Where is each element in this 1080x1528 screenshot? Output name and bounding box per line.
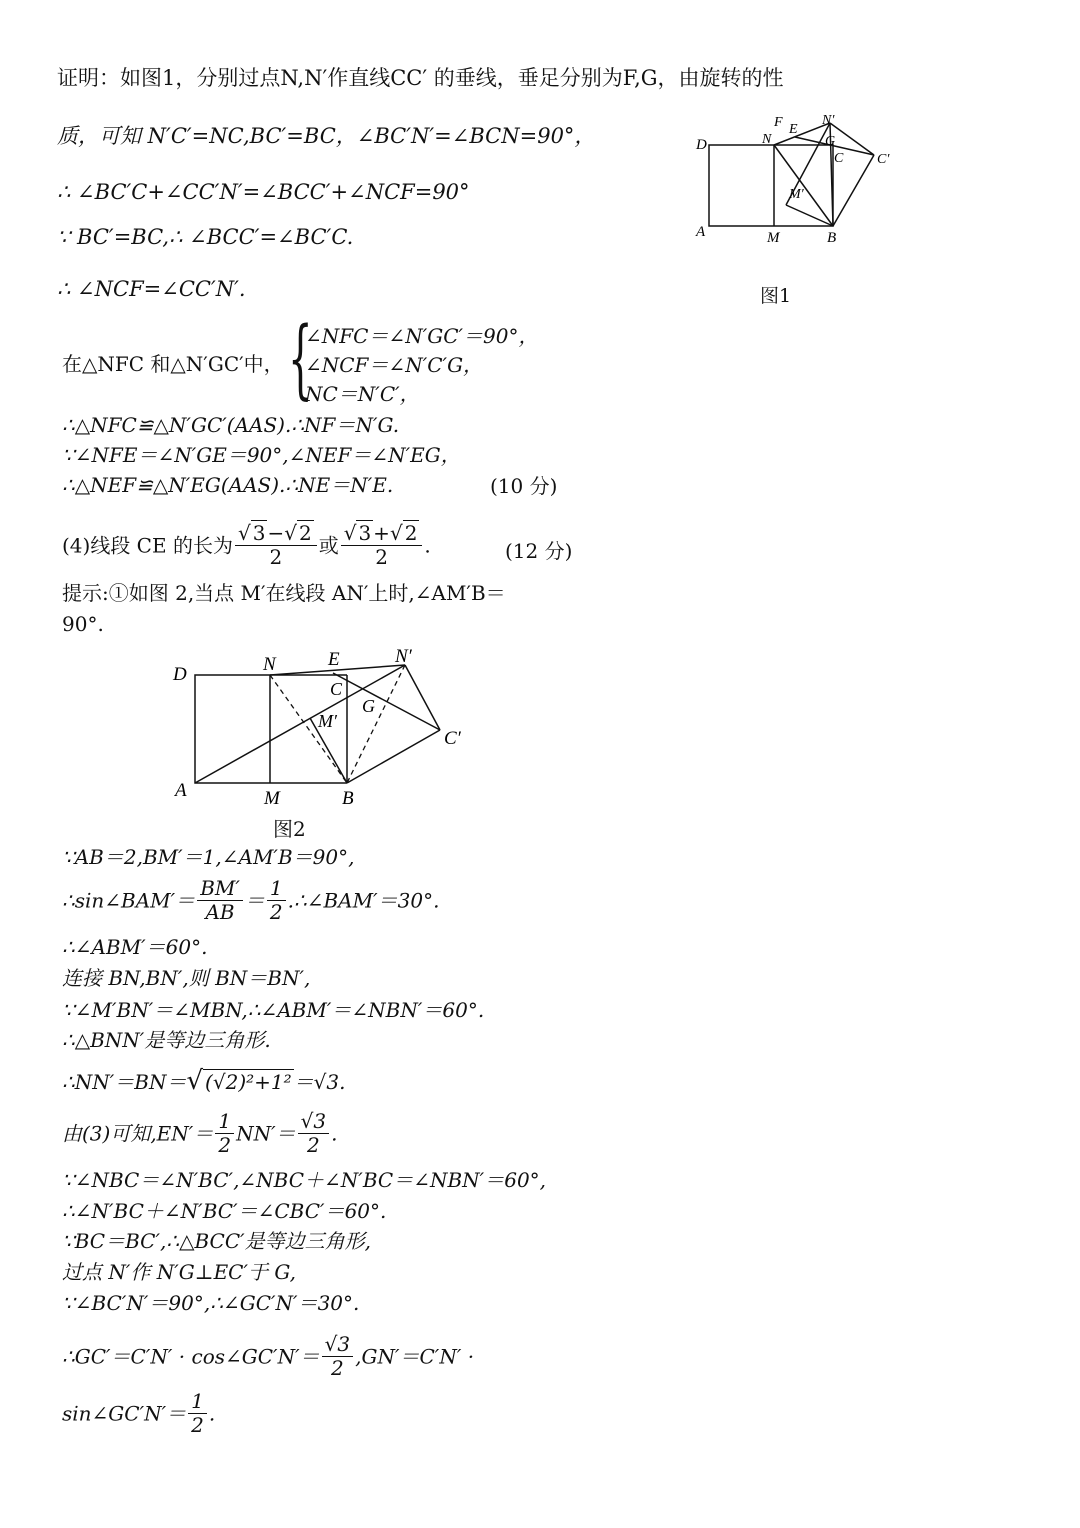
system-brace: { [288, 309, 313, 409]
hint-line-2: 90°. [62, 612, 104, 636]
calc-line-9: ∵∠NBC＝∠N′BC′,∠NBC＋∠N′BC＝∠NBN′＝60°, [62, 1168, 547, 1192]
proof-line-5: ∴ ∠NCF=∠CC′N′. [57, 277, 246, 301]
hint-line-1: 提示:①如图 2,当点 M′在线段 AN′上时,∠AM′B＝ [62, 581, 506, 605]
score-10: (10 分) [490, 474, 558, 498]
system-eq-2: ∠NCF＝∠N′C′G， [305, 353, 484, 377]
fig1-label-E: E [789, 122, 798, 137]
score-12: (12 分) [505, 539, 573, 563]
proof-line-8: ∴△NEF≌△N′EG(AAS).∴NE＝N′E. [62, 473, 394, 497]
fig2-label-D: D [173, 664, 187, 685]
fig1-label-B: B [827, 230, 837, 246]
calc-fraction-half-2: $\frac{1}{2}$ [215, 1110, 234, 1157]
fig1-label-Np: N′ [822, 113, 835, 128]
proof-line-3: ∴ ∠BC′C+∠CC′N′=∠BCC′+∠NCF=90° [57, 180, 470, 204]
proof-line-7: ∵∠NFE＝∠N′GE＝90°,∠NEF＝∠N′EG， [62, 443, 461, 467]
fig1-label-Cp: C′ [877, 152, 890, 167]
part4-fraction-2: $\frac{√ 3 +√ 2}{2}$ [341, 522, 423, 569]
calc-line-3: ∴∠ABM′＝60°. [62, 935, 208, 959]
calc-fraction-sin: $\frac{1}{2}$ [188, 1390, 207, 1437]
proof-line-1: 证明：如图1，分别过点N,N′作直线CC′ 的垂线，垂足分别为F,G，由旋转的性 [57, 66, 784, 90]
calc-line-13: ∵∠BC′N′＝90°,∴∠GC′N′＝30°. [62, 1291, 360, 1315]
figure-2 [170, 645, 480, 810]
fig1-label-A: A [696, 224, 706, 240]
fig1-label-Mp: M′ [789, 187, 804, 202]
system-eq-1: ∠NFC＝∠N′GC′＝90°， [305, 324, 539, 348]
figure-1 [690, 110, 910, 250]
proof-line-2: 质，可知 N′C′=NC,BC′=BC，∠BC′N′=∠BCN=90°， [57, 124, 596, 148]
calc-line-2: ∴sin∠BAM′＝ $\frac{BM'}{AB}$ ＝ $\frac{1}{2}$ .∴∠BAM′＝30°. [62, 876, 440, 924]
calc-line-1: ∵AB＝2,BM′＝1,∠AM′B＝90°, [62, 845, 355, 869]
fig1-label-D: D [696, 137, 707, 153]
part4-lead: (4)线段 CE 的长为 [62, 533, 233, 558]
fig2-caption: 图2 [273, 817, 306, 841]
system-lead: 在△NFC 和△N′GC′中， [62, 352, 284, 376]
fig2-label-E: E [328, 649, 340, 670]
fig2-label-Mp: M′ [318, 711, 337, 731]
fig1-caption: 图1 [760, 285, 792, 307]
calc-line-12: 过点 N′作 N′G⊥EC′于 G, [62, 1260, 297, 1284]
fig2-label-B: B [342, 788, 354, 809]
fig1-label-M: M [767, 230, 780, 246]
calc-line-8: 由(3)可知,EN′＝ $\frac{1}{2}$ NN′＝ $\frac{√3}{2}$ . [62, 1109, 338, 1157]
part4-fraction-1: $\frac{√ 3 -√ 2}{2}$ [235, 522, 317, 569]
fig2-label-G: G [362, 696, 375, 716]
calc-line-14: ∴GC′＝C′N′ · cos∠GC′N′＝ $\frac{√3}{2}$ ,GN′＝C′N′ · [62, 1332, 475, 1380]
fig2-label-N: N [263, 654, 276, 675]
fig1-label-F: F [774, 115, 783, 130]
calc-fraction-cos: $\frac{√3}{2}$ [322, 1333, 353, 1380]
calc-fraction-bm-ab: $\frac{BM'}{AB}$ [197, 877, 243, 924]
proof-line-6: ∴△NFC≌△N′GC′(AAS).∴NF＝N′G. [62, 413, 400, 437]
calc-fraction-half-1: $\frac{1}{2}$ [267, 877, 286, 924]
part4-line: (4)线段 CE 的长为 $\frac{√ 3 -√ 2}{2}$ 或 $\frac{√ 3 +√ 2}{2}$ . [62, 521, 431, 569]
part4-or: 或 [318, 533, 339, 558]
calc-line-11: ∵BC＝BC′,∴△BCC′是等边三角形, [62, 1229, 372, 1253]
fig1-label-N: N [762, 132, 772, 147]
fig1-label-C: C [834, 151, 844, 166]
proof-line-4: ∵ BC′=BC,∴ ∠BCC′=∠BC′C. [57, 225, 354, 249]
calc-fraction-sqrt3-2: $\frac{√3}{2}$ [298, 1110, 329, 1157]
fig2-label-C: C [330, 679, 343, 699]
fig2-label-A: A [175, 780, 187, 801]
calc-line-6: ∴△BNN′是等边三角形. [62, 1028, 271, 1052]
calc-line-5: ∵∠M′BN′＝∠MBN,∴∠ABM′＝∠NBN′＝60°. [62, 998, 485, 1022]
calc-line-7: ∴NN′＝BN＝√ (√2)²+1² ＝√3. [62, 1066, 346, 1096]
calc-line-15: sin∠GC′N′＝ $\frac{1}{2}$ . [62, 1389, 216, 1437]
fig1-label-G: G [825, 134, 836, 149]
fig2-label-M: M [264, 788, 280, 809]
fig2-label-Np: N′ [395, 646, 412, 667]
fig2-label-Cp: C′ [444, 728, 461, 749]
calc-line-10: ∴∠N′BC＋∠N′BC′＝∠CBC′＝60°. [62, 1199, 387, 1223]
calc-line-4: 连接 BN,BN′,则 BN＝BN′, [62, 966, 311, 990]
system-eq-3: NC＝N′C′， [305, 382, 420, 406]
